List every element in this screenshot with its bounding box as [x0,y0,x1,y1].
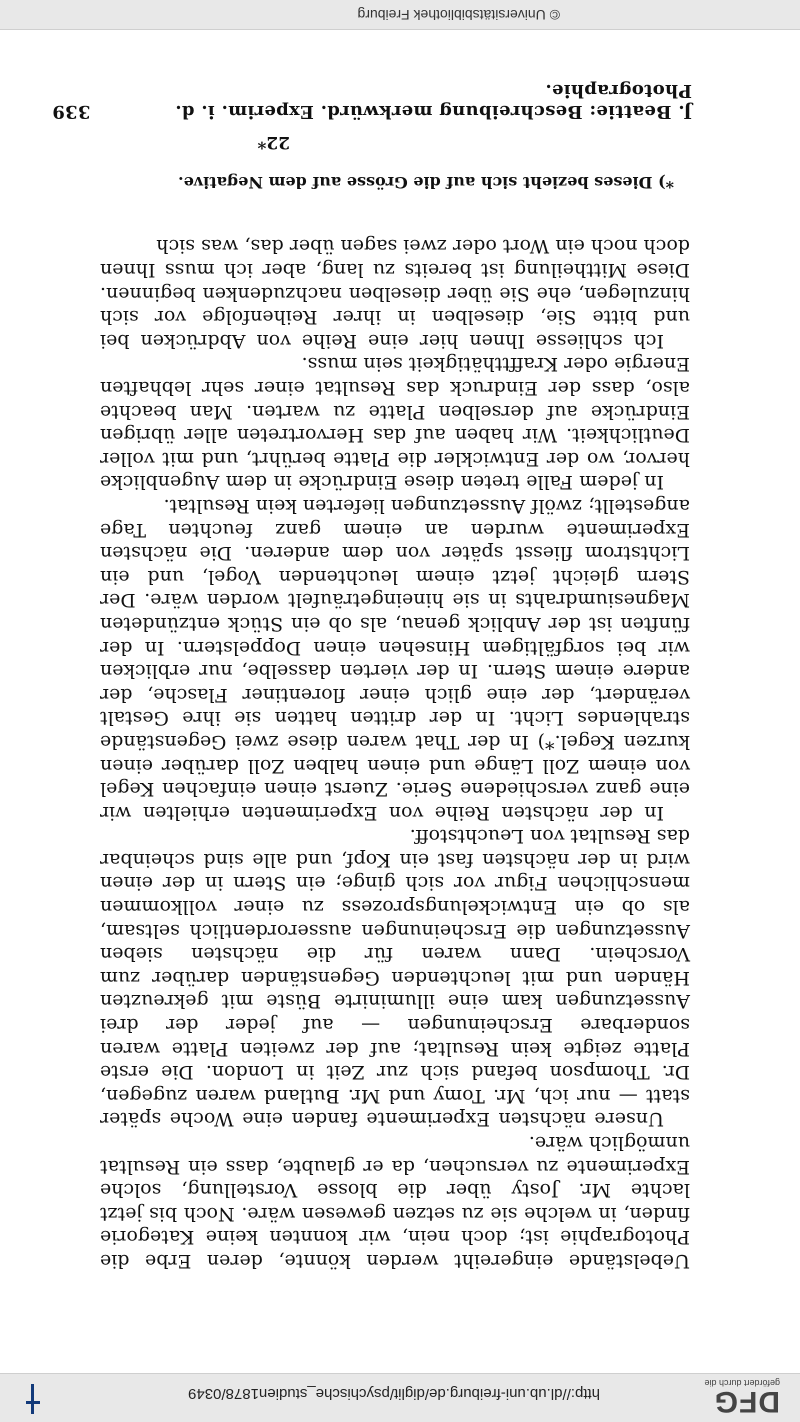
running-header [52,80,692,122]
university-logo-icon [26,1384,40,1414]
running-title: J. Beattie: Beschreibung merkwürd. Experim. i. d. Photographie. [175,80,692,122]
library-credit: © Universitätsbibliothek Freiburg [357,7,560,23]
paragraph: Ich schliesse Ihnen hier eine Reihe von Abdrücken bei und bitte Sie, dieselben in ihrer Reihenfolge vor sich hinzulegen, ehe Sie über dieselben nachzudenken beginnen. Diese Mittheilung ist bereits zu lang, aber ich muss Ihnen doch noch ein Wort oder zwei sagen über das, was sich [100,235,690,352]
dfg-logo-subtitle: gefördert durch die [704,1378,780,1388]
footnote: *) Dieses bezieht sich auf die Grösse auf dem Negative. [178,173,674,192]
paragraph: In der nächsten Reihe von Experimenten erhielten wir eine ganz verschiedene Serie. Zuerst einen einfachen Kegel von einem Zoll Länge und einen halben Zoll darüber einen kurzen Kegel.*) In der That waren diese zwei Gegenstände strahlendes Licht. In der dritten hatten sie ihre Gestalt verändert, der eine glich einer florentiner Flasche, der andere einem Stern. In der vierten dasselbe, nur erblicken wir bei sorgfältigem Hinsehen einen Doppelstern. In der fünften ist der Anblick genau, als ob ein Stück entzündeten Magnesiumdrahts in sie hineingeträufelt worden wäre. Der Stern gleicht jetzt einem leuchtenden Vogel, und ein Lichtstrom fliesst später von dem anderen. Die nächsten Experimente wurden an einem ganz feuchten Tage angestellt; zwölf Aussetzungen lieferten kein Resultat. [100,495,690,824]
viewer-footer-bar [0,1373,800,1422]
paragraph: Uebelstände eingereiht werden könnte, deren Erbe die Photographie ist; doch nein, wir konnten keine Kategorie finden, in welche sie zu setzen gewesen wäre. Noch bis jetzt lachte Mr. Josty über die blosse Vorstellung, solche Experimente zu versuchen, da er glaubte, dass ein Resultat unmöglich wäre. [100,1132,690,1272]
body-text [100,234,690,1272]
paragraph: In jedem Falle treten diese Eindrücke in dem Augenblicke hervor, wo der Entwickler die Platte berührt, und mit voller Deutlichkeit. Wir haben auf das Hervortreten aller übrigen Eindrücke auf derselben Platte zu warten. Man beachte also, dass der Eindruck das Resultat einer sehr lebhaften Energie oder Krafftthätigkeit sein muss. [100,353,690,494]
permalink-url[interactable]: http://dl.ub.uni-freiburg.de/diglit/psychische_studien1878/0349 [188,1385,600,1402]
dfg-logo: DFG [713,1385,780,1418]
page-number: 339 [52,101,91,122]
signature-mark: 22* [257,132,290,152]
library-footer-bar [0,0,800,30]
paragraph: Unsere nächsten Experimente fanden eine Woche später statt — nur ich, Mr. Tomy und Mr. Butland waren zugegen, Dr. Thompson befand sich zur Zeit in London. Die erste Platte zeigte kein Resultat; auf der zweiten Platte waren sonderbare Erscheinungen — auf jeder der drei Aussetzungen kam eine illuminirte Büste mit gekreuzten Händen und mit leuchtenden Gegenständen darüber zum Vorschein. Dann waren für die nächsten sieben Aussetzungen die Erscheinungen ausserordentlich seltsam, als ob ein Entwickelungsprozess zu einer vollkommen menschlichen Figur vor sich ginge; ein Stern in der einen wird in der nächsten fast ein Kopf, und alle sind scheinbar das Resultat von Leuchtstoff. [100,825,690,1131]
